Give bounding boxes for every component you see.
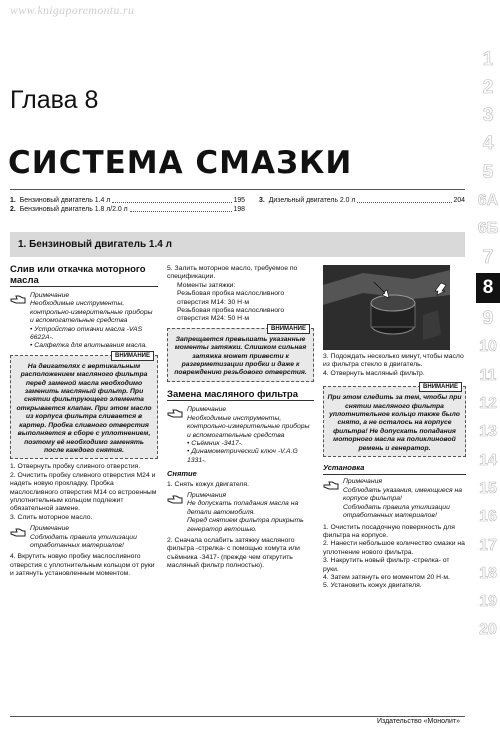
step: 3. Подождать несколько минут, чтобы масло из фильтра стекло в двигатель.: [323, 353, 464, 369]
subsection-heading: Слив или откачка моторного масла: [10, 264, 146, 286]
step: 4. Отвернуть масляный фильтр.: [323, 369, 425, 377]
note: Примечания Соблюдать указания, имеющиеся на корпусе фильтра! Соблюдать правила утилизации отработанных материалов!: [323, 478, 466, 520]
chapter-tab-1[interactable]: 1: [482, 48, 494, 70]
chapter-tabs: [476, 47, 500, 646]
column-2: 5. Залить моторное масло, требуемое по спецификации. Моменты затяжки: Резьбовая пробка маслосливного отверстия М14: 30 Н·м Резьбовая пробка маслосливного отверстия М24: 50 Н·м ВНИМАНИЕ Запрещается превышать указанные моменты затяжки. Слишком сильная затяжка может привести к разгерметизации пробки и даже к повреждению резьбового отверстия. Замена масляного фильтра Примечание Необходимые инструменты, контрольно-измерительные приборы и вспомогательные средства • Съёмник -3417-. • Динамометрический ключ -V.A.G 1331-. Снятие 1. Снять кожух двигателя. Примечания Не допускать попадания масла на детали автомобиля. Перед снятием фильтра прикрыть генератор ветошью. 2. Сначала ослабить затяжку масляного фильтра -стрелка- с помощью хомута или съёмника -3417- (прежде чем открутить масляный фильтр полностью).: [167, 265, 314, 571]
chapter-tab-16[interactable]: 16: [479, 508, 497, 526]
note: Примечания Не допускать попадания масла на детали автомобиля. Перед снятием фильтра прикрыть генератор ветошью.: [167, 492, 314, 534]
step: 2. Очистить пробку сливного отверстия М24 и надеть новую прокладку. Пробка маслосливного отверстия М14 со встроенным уплотнительным кольцом подлежит обязательной замене.: [10, 471, 157, 513]
subsection-heading: Замена масляного фильтра: [167, 388, 299, 400]
chapter-tab-14[interactable]: 14: [479, 451, 497, 469]
step: 5. Установить кожух двигателя.: [323, 582, 422, 590]
step: 5. Залить моторное масло, требуемое по спецификации.: [167, 265, 298, 281]
pointing-hand-icon: [323, 478, 339, 491]
step: 3. Слить моторное масло.: [10, 513, 93, 521]
chapter-tab-6Б[interactable]: 6Б: [477, 220, 499, 238]
chapter-tab-8[interactable]: 8: [476, 273, 500, 303]
chapter-tab-17[interactable]: 17: [479, 536, 497, 554]
divider: [10, 189, 465, 190]
chapter-tab-18[interactable]: 18: [479, 564, 497, 582]
chapter-tab-3[interactable]: 3: [482, 105, 494, 127]
column-1: [10, 265, 158, 579]
chapter-title: СИСТЕМА СМАЗКИ: [8, 145, 353, 181]
step: 3. Накрутить новый фильтр -стрелка- от руки.: [323, 557, 450, 573]
chapter-tab-6А[interactable]: 6А: [477, 191, 499, 209]
section-heading: 1. Бензиновый двигатель 1.4 л: [10, 232, 465, 257]
chapter-tab-19[interactable]: 19: [479, 593, 497, 611]
warning-box: ВНИМАНИЕ При этом следить за тем, чтобы при снятии масляного фильтра уплотнительное кольцо также было снято, а не осталось на корпусе фильтра! Не допускать попадания моторного масла на поликлиновой ремень и генератор.: [323, 386, 466, 457]
subheading: Снятие: [167, 469, 197, 479]
toc-item[interactable]: 1. Бензиновый двигатель 1.4 л 195: [10, 197, 245, 204]
chapter-tab-10[interactable]: 10: [479, 338, 497, 356]
publisher: Издательство «Монолит»: [376, 718, 460, 725]
pointing-hand-icon: [167, 492, 183, 505]
table-of-contents: [10, 196, 465, 214]
chapter-label: Глава 8: [10, 86, 99, 114]
step: 1. Снять кожух двигателя.: [167, 480, 249, 488]
oil-filter-photo: [323, 265, 450, 350]
toc-item[interactable]: 2. Бензиновый двигатель 1.8 л/2.0 л 198: [10, 206, 245, 213]
step: 2. Нанести небольшое количество смазки на уплотнение нового фильтра.: [323, 540, 465, 556]
step: 2. Сначала ослабить затяжку масляного фильтра -стрелка- с помощью хомута или съёмника -3417- (прежде чем открутить масляный фильтр полностью).: [167, 537, 300, 570]
chapter-tab-2[interactable]: 2: [482, 76, 494, 98]
chapter-tab-9[interactable]: 9: [482, 308, 494, 330]
note: Примечание Необходимые инструменты, контрольно-измерительные приборы и вспомогательные средства • Съёмник -3417-. • Динамометрический ключ -V.A.G 1331-.: [167, 406, 314, 465]
chapter-tab-20[interactable]: 20: [479, 621, 497, 639]
chapter-tab-11[interactable]: 11: [479, 366, 497, 384]
chapter-tab-7[interactable]: 7: [482, 246, 494, 268]
chapter-tab-4[interactable]: 4: [482, 133, 494, 155]
note: Примечание Необходимые инструменты, контрольно-измерительные приборы и вспомогательные средства • Устройство откачки масла -VAS 6622А-. • Салфетка для впитывания масла.: [10, 292, 158, 351]
warning-box: ВНИМАНИЕ Запрещается превышать указанные моменты затяжки. Слишком сильная затяжка может привести к разгерметизации пробки и даже к повреждению резьбового отверстия.: [167, 328, 314, 382]
step: 4. Затем затянуть его моментом 20 Н·м.: [323, 573, 450, 581]
pointing-hand-icon: [10, 292, 26, 305]
subheading: Установка: [323, 463, 365, 473]
chapter-tab-5[interactable]: 5: [482, 161, 494, 183]
footer-rule: [10, 716, 465, 717]
chapter-tab-12[interactable]: 12: [479, 395, 497, 413]
step: 1. Очистить посадочную поверхность для фильтра на корпусе.: [323, 523, 455, 539]
note: Примечание Соблюдать правила утилизации отработанных материалов!: [10, 525, 158, 550]
step: 1. Отвернуть пробку сливного отверстия.: [10, 463, 141, 471]
step: 4. Вкрутить новую пробку маслосливного отверстия с уплотнительным кольцом от руки и затянуть установленным моментом.: [10, 553, 155, 578]
toc-item[interactable]: 3. Дизельный двигатель 2.0 л 204: [259, 197, 465, 204]
chapter-tab-13[interactable]: 13: [479, 423, 497, 441]
pointing-hand-icon: [167, 406, 183, 419]
watermark: www.knigaporemontu.ru: [10, 3, 135, 17]
warning-box: ВНИМАНИЕ На двигателях с вертикальным расположением масляного фильтра перед заменой масла необходимо заменить масляный фильтр. При снятии фильтрующего элемента открывается клапан. При этом масло из корпуса фильтра сливается в картер. Пробка сливного отверстия выполняется в сборе с уплотнением, поэтому её необходимо заменять после каждого снятия.: [10, 355, 158, 459]
column-3: [323, 265, 466, 591]
chapter-tab-15[interactable]: 15: [479, 479, 497, 497]
pointing-hand-icon: [10, 525, 26, 538]
